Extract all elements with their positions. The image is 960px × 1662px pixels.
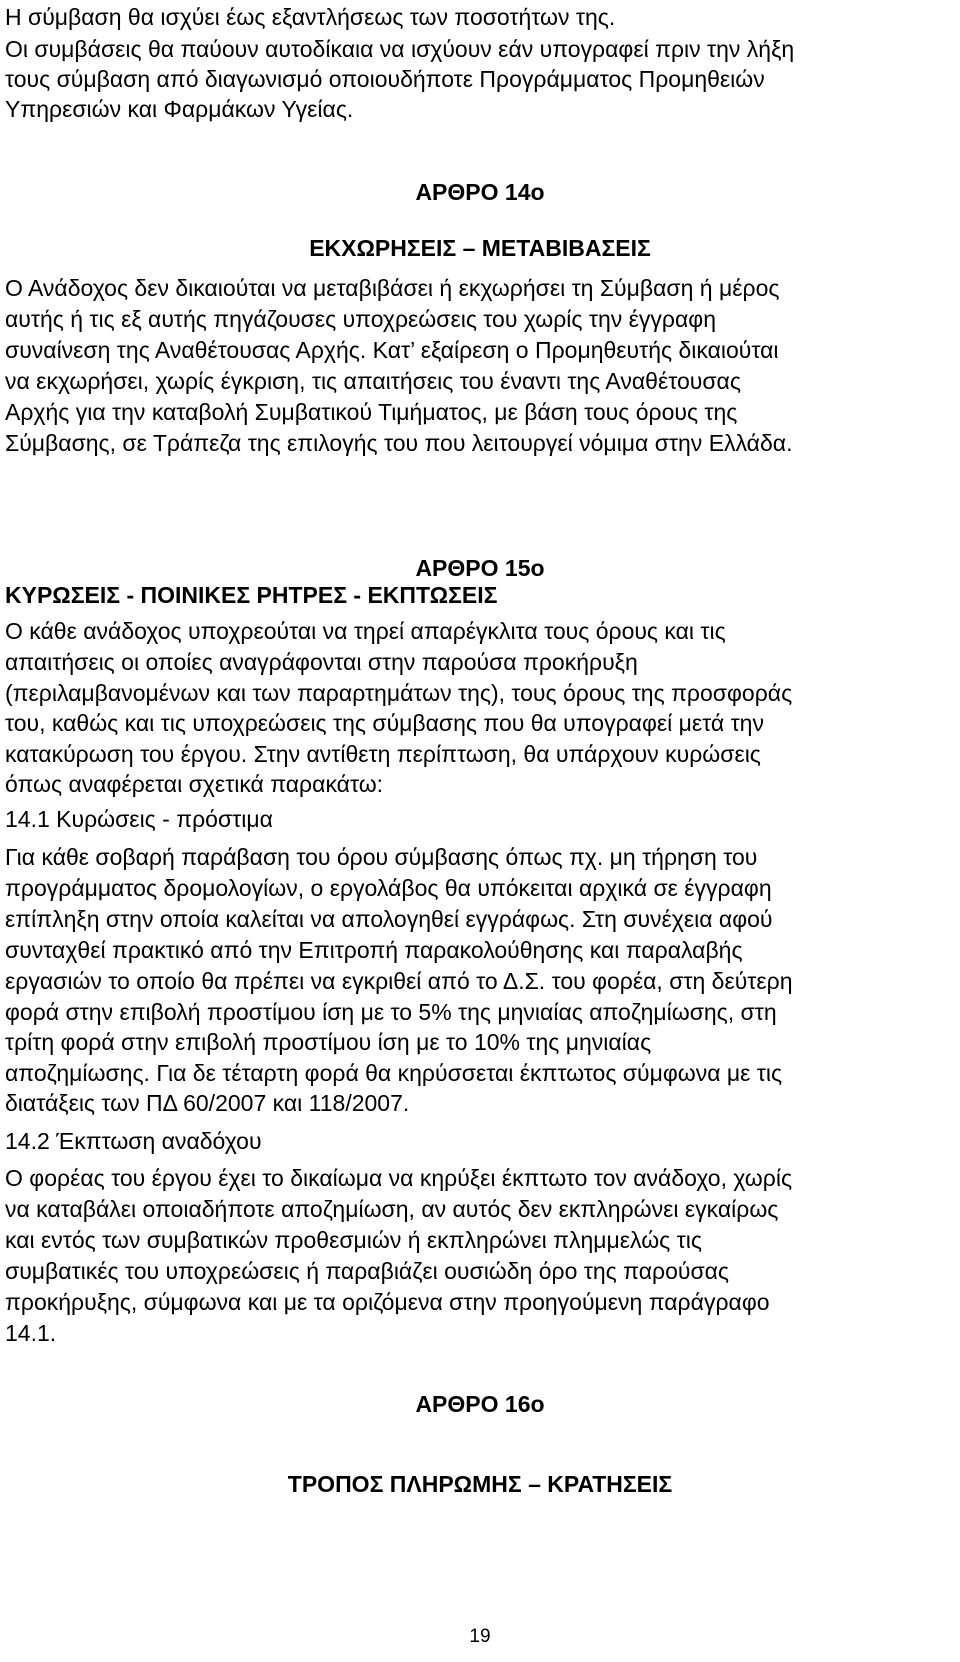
text-line: φορά στην επιβολή προστίμου ίση με το 5% της μηνιαίας αποζημίωσης, στη bbox=[5, 999, 777, 1025]
text-line: και εντός των συμβατικών προθεσμιών ή εκπληρώνει πλημμελώς τις bbox=[5, 1227, 702, 1253]
text-line: απαιτήσεις οι οποίες αναγράφονται στην παρούσα προκήρυξη bbox=[5, 649, 638, 675]
article-16-title: ΑΡΘΡΟ 16ο bbox=[415, 1391, 545, 1417]
text-line: αυτής ή τις εξ αυτής πηγάζουσες υποχρεώσεις του χωρίς την έγγραφη bbox=[5, 306, 717, 332]
text-line: 14.1. bbox=[5, 1320, 57, 1346]
text-line: Οι συμβάσεις θα παύουν αυτοδίκαια να ισχύουν εάν υπογραφεί πριν την λήξη bbox=[5, 36, 795, 62]
text-line: συμβατικές του υποχρεώσεις ή παραβιάζει ουσιώδη όρο της παρούσας bbox=[5, 1258, 730, 1284]
text-line: εργασιών το οποίο θα πρέπει να εγκριθεί από το Δ.Σ. του φορέα, στη δεύτερη bbox=[5, 968, 793, 994]
text-line: διατάξεις των ΠΔ 60/2007 και 118/2007. bbox=[5, 1090, 410, 1116]
text-line: προκήρυξης, σύμφωνα και με τα οριζόμενα στην προηγούμενη παράγραφο bbox=[5, 1289, 770, 1315]
text-line: αποζημίωσης. Για δε τέταρτη φορά θα κηρύσσεται έκπτωτος σύμφωνα με τις bbox=[5, 1060, 783, 1086]
subsection-14-2-heading: 14.2 Έκπτωση αναδόχου bbox=[5, 1128, 262, 1154]
article-16-heading: ΤΡΟΠΟΣ ΠΛΗΡΩΜΗΣ – ΚΡΑΤΗΣΕΙΣ bbox=[287, 1471, 673, 1497]
article-15-heading: ΚΥΡΩΣΕΙΣ - ΠΟΙΝΙΚΕΣ ΡΗΤΡΕΣ - ΕΚΠΤΩΣΕΙΣ bbox=[5, 582, 498, 608]
text-line: Η σύμβαση θα ισχύει έως εξαντλήσεως των ποσοτήτων της. bbox=[5, 4, 616, 30]
text-line: Αρχής για την καταβολή Συμβατικού Τιμήματος, με βάση τους όρους της bbox=[5, 399, 738, 425]
text-line: κατακύρωση του έργου. Στην αντίθετη περίπτωση, θα υπάρχουν κυρώσεις bbox=[5, 741, 761, 767]
text-line: του, καθώς και τις υποχρεώσεις της σύμβασης που θα υπογραφεί μετά την bbox=[5, 710, 764, 736]
text-line: συνταχθεί πρακτικό από την Επιτροπή παρακολούθησης και παραλαβής bbox=[5, 937, 743, 963]
text-line: Ο Ανάδοχος δεν δικαιούται να μεταβιβάσει ή εκχωρήσει τη Σύμβαση ή μέρος bbox=[5, 275, 780, 301]
page-number: 19 bbox=[469, 1626, 491, 1647]
article-14-title: ΑΡΘΡΟ 14ο bbox=[415, 179, 545, 205]
text-line: να καταβάλει οποιαδήποτε αποζημίωση, αν αυτός δεν εκπληρώνει εγκαίρως bbox=[5, 1196, 779, 1222]
text-line: τους σύμβαση από διαγωνισμό οποιουδήποτε Προγράμματος Προμηθειών bbox=[5, 66, 765, 92]
article-14-heading: ΕΚΧΩΡΗΣΕΙΣ – ΜΕΤΑΒΙΒΑΣΕΙΣ bbox=[309, 235, 651, 261]
article-15-title: ΑΡΘΡΟ 15ο bbox=[415, 555, 545, 581]
text-line: Ο φορέας του έργου έχει το δικαίωμα να κηρύξει έκπτωτο τον ανάδοχο, χωρίς bbox=[5, 1165, 793, 1191]
text-line: Ο κάθε ανάδοχος υποχρεούται να τηρεί απαρέγκλιτα τους όρους και τις bbox=[5, 618, 726, 644]
text-line: επίπληξη στην οποία καλείται να απολογηθεί εγγράφως. Στη συνέχεια αφού bbox=[5, 906, 773, 932]
text-line: (περιλαμβανομένων και των παραρτημάτων της), τους όρους της προσφοράς bbox=[5, 680, 793, 706]
text-line: Υπηρεσιών και Φαρμάκων Υγείας. bbox=[5, 96, 354, 122]
text-line: προγράμματος δρομολογίων, ο εργολάβος θα υπόκειται αρχικά σε έγγραφη bbox=[5, 875, 772, 901]
text-line: συναίνεση της Αναθέτουσας Αρχής. Κατ’ εξαίρεση ο Προμηθευτής δικαιούται bbox=[5, 337, 779, 363]
text-line: τρίτη φορά στην επιβολή προστίμου ίση με το 10% της μηνιαίας bbox=[5, 1029, 652, 1055]
text-line: να εκχωρήσει, χωρίς έγκριση, τις απαιτήσεις του έναντι της Αναθέτουσας bbox=[5, 368, 741, 394]
text-line: όπως αναφέρεται σχετικά παρακάτω: bbox=[5, 771, 384, 797]
text-line: Σύμβασης, σε Τράπεζα της επιλογής του που λειτουργεί νόμιμα στην Ελλάδα. bbox=[5, 430, 793, 456]
text-line: Για κάθε σοβαρή παράβαση του όρου σύμβασης όπως πχ. μη τήρηση του bbox=[5, 844, 758, 870]
subsection-14-1-heading: 14.1 Κυρώσεις - πρόστιμα bbox=[5, 806, 273, 832]
